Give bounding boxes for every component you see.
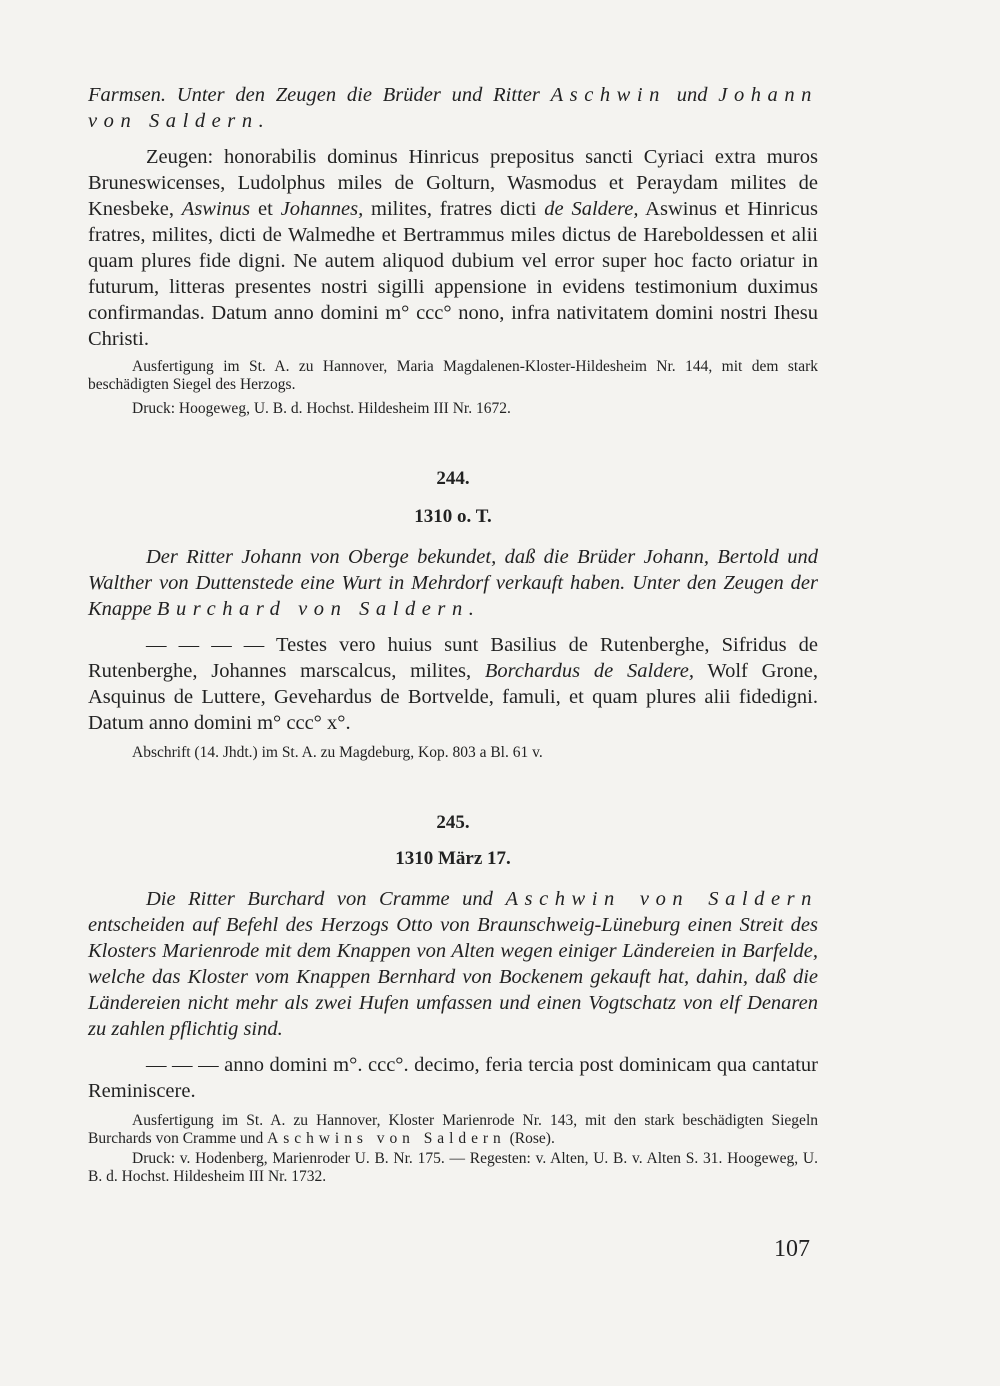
entry-summary <box>88 886 818 1042</box>
spaced-name: Johann von Saldern <box>88 84 818 132</box>
summary-text: Der Ritter Johann von Oberge bekundet, daß die Brüder Johann, Bertold und Walther von Duttenstede eine Wurt in Mehrdorf verkauft haben. Unter den Zeugen der Knappe <box>88 546 818 620</box>
summary-text: Die Ritter Burchard von Cramme und <box>146 888 506 910</box>
page-content <box>88 82 818 1186</box>
summary-text: Farmsen. Unter den Zeugen die Brüder und Ritter <box>88 84 551 106</box>
entry-date: 1310 o. T. <box>414 506 492 527</box>
latin-text: — — — — Testes vero huius sunt Basilius de Rutenberghe, Sifridus de Rutenberghe, Johannes marscalcus, milites, <box>88 634 818 682</box>
entry-number: 245. <box>436 812 470 833</box>
source-note: Ausfertigung im St. A. zu Hannover, Maria Magdalenen-Kloster-Hildesheim Nr. 144, mit dem stark beschädigten Siegel des Herzogs. <box>88 358 818 393</box>
entry-number: 244. <box>436 468 470 489</box>
latin-paragraph <box>88 632 818 736</box>
witness-paragraph <box>88 144 818 352</box>
entry-summary <box>88 544 818 622</box>
print-note: Druck: Hoogeweg, U. B. d. Hochst. Hildesheim III Nr. 1672. <box>132 400 511 417</box>
latin-text: Aswinus et Hinricus fratres, milites, dicti de Walmedhe et Bertrammus miles dictus de Hareboldessen et alii quam plures fide digni. Ne autem aliquod dubium vel error super hoc facto oriatur in futurum, litteras presentes nostri sigilli appensione in evidens testimonium duximus confirmandas. Datum anno domini m° ccc° nono, infra nativitatem domini nostri Ihesu Christi. <box>88 198 819 350</box>
latin-text: et <box>250 198 281 220</box>
entry-date: 1310 März 17. <box>395 848 511 869</box>
latin-name: Borchardus de Saldere, <box>484 660 694 682</box>
summary-text: entscheiden auf Befehl des Herzogs Otto von Braunschweig-Lüneburg einen Streit des Klosters Marienrode mit dem Knappen von Alten wegen einiger Ländereien in Barfelde, welche das Kloster vom Knappen Bernhard von Bockenem gekauft hat, dahin, daß die Ländereien nicht mehr als zwei Hufen umfassen und einen Vogtschatz von elf Denaren zu zahlen pflichtig sind. <box>88 914 818 1040</box>
source-note <box>88 1112 818 1148</box>
latin-name: Aswinus <box>181 198 251 220</box>
summary-text: . <box>258 110 264 132</box>
spaced-name: Aschwins von Saldern <box>267 1130 506 1147</box>
latin-name: de Saldere, <box>544 198 639 220</box>
continuation-summary <box>88 82 818 134</box>
latin-name: Johannes, <box>280 198 364 220</box>
source-note: Abschrift (14. Jhdt.) im St. A. zu Magdeburg, Kop. 803 a Bl. 61 v. <box>132 744 543 761</box>
page-number: 107 <box>774 1236 810 1262</box>
spaced-name: Burchard von Saldern <box>156 598 469 620</box>
latin-text: milites, fratres dicti <box>363 198 545 220</box>
spaced-name: Aschwin <box>550 84 666 106</box>
note-text: Ausfertigung im St. A. zu Hannover, Kloster Marienrode Nr. 143, mit den stark beschädigten Siegeln Burchards von Cramme und <box>88 1112 818 1147</box>
latin-text: Wolf Grone, Asquinus de Luttere, Gevehardus de Bortvelde, famuli, et quam plures alii fidedigni. Datum anno domini m° ccc° x°. <box>88 660 818 734</box>
summary-text: und <box>665 84 719 106</box>
spaced-name: Aschwin von Saldern <box>505 888 818 910</box>
print-note: Druck: v. Hodenberg, Marienroder U. B. Nr. 175. — Regesten: v. Alten, U. B. v. Alten S. 31. Hoogeweg, U. B. d. Hochst. Hildesheim III Nr. 1732. <box>88 1150 818 1185</box>
note-text: (Rose). <box>505 1130 555 1147</box>
latin-paragraph: — — — anno domini m°. ccc°. decimo, feria tercia post dominicam qua cantatur Reminiscere. <box>88 1054 818 1102</box>
summary-text: . <box>468 598 474 620</box>
latin-text: Zeugen: honorabilis dominus Hinricus prepositus sancti Cyriaci extra muros Bruneswicenses, Ludolphus miles de Golturn, Wasmodus et Peraydam milites de Knesbeke, <box>88 146 818 220</box>
